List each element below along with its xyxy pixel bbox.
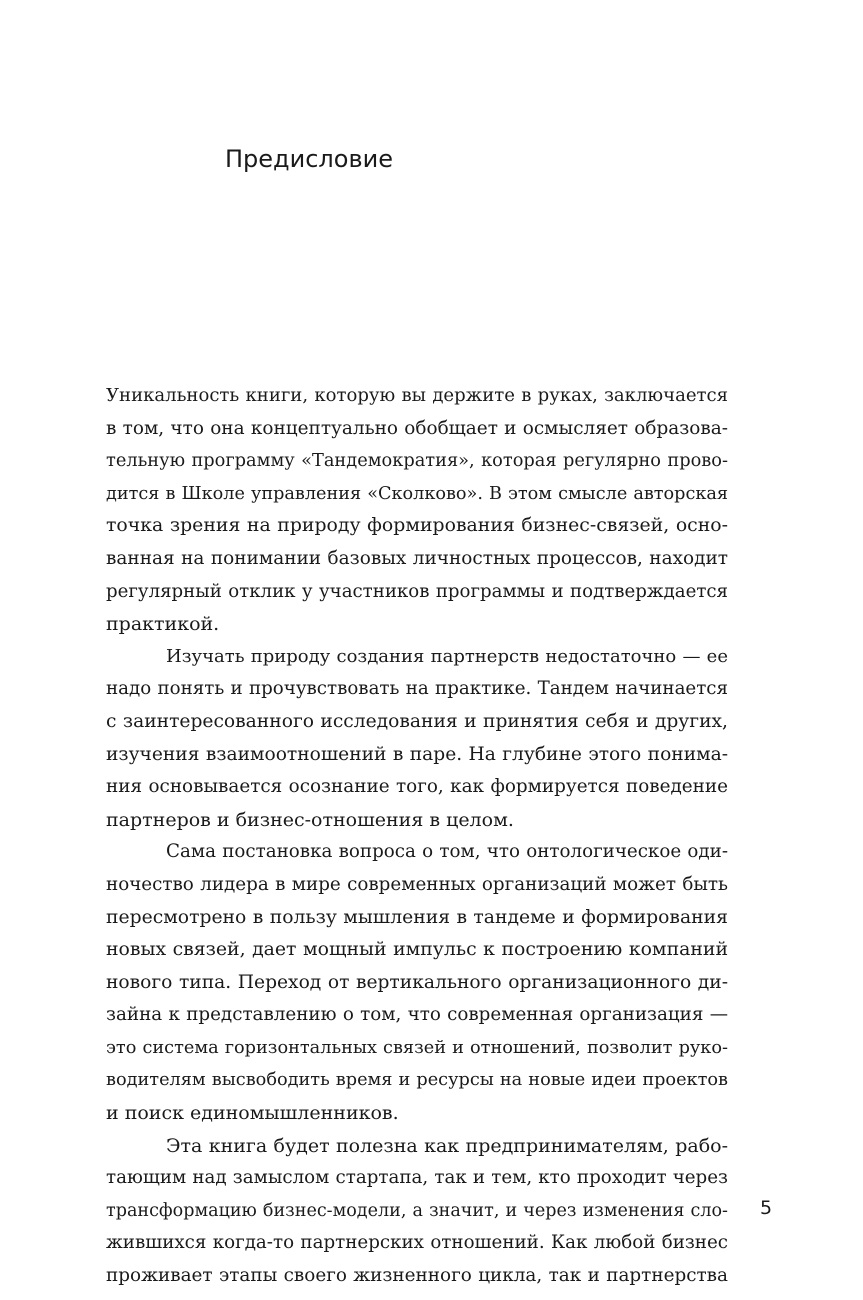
text-line: новых связей, дает мощный импульс к построению компаний (106, 939, 728, 961)
text-line: с заинтересованного исследования и принятия себя и других, (106, 710, 728, 732)
text-line: точка зрения на природу формирования бизнес-связей, осно- (106, 515, 728, 537)
text-line: партнеров и бизнес-отношения в целом. (106, 808, 514, 831)
text-line: ванная на понимании базовых личностных процессов, находит (106, 547, 728, 569)
chapter-title: Предисловие (225, 145, 393, 173)
text-line: это система горизонтальных связей и отношений, позволит руко- (106, 1037, 728, 1058)
text-line: и поиск единомышленников. (106, 1102, 399, 1125)
paragraph-3 (106, 836, 728, 1129)
text-line: в том, что она концептуально обобщает и осмысляет образова- (106, 417, 728, 439)
text-line: водителям высвободить время и ресурсы на новые идеи проектов (106, 1070, 728, 1091)
text-line: проживает этапы своего жизненного цикла, так и партнерства (106, 1265, 728, 1287)
text-line: тельную программу «Тандемократия», которая регулярно прово- (106, 450, 728, 472)
text-line: нового типа. Переход от вертикального организационного ди- (106, 971, 728, 993)
text-line: пересмотрено в пользу мышления в тандеме и формирования (106, 906, 728, 928)
text-line: изучения взаимоотношений в паре. На глубине этого понима- (106, 743, 728, 765)
text-line: ночество лидера в мире современных организаций может быть (106, 873, 728, 895)
text-line: зайна к представлению о том, что современная организация — (106, 1004, 728, 1026)
paragraph-2 (106, 641, 728, 837)
text-line: трансформацию бизнес-модели, а значит, и через изменения сло- (106, 1200, 728, 1221)
text-line: Эта книга будет полезна как предпринимателям, рабо- (166, 1134, 728, 1157)
text-line: Уникальность книги, которую вы держите в руках, заключается (106, 385, 728, 406)
text-line: регулярный отклик у участников программы и подтверждается (106, 580, 728, 602)
text-line: дится в Школе управления «Сколково». В этом смысле авторская (106, 483, 728, 504)
paragraph-1 (106, 380, 728, 641)
page-number: 5 (760, 1197, 773, 1219)
text-line: жившихся когда-то партнерских отношений. Как любой бизнес (106, 1232, 728, 1254)
text-line: Сама постановка вопроса о том, что онтологическое оди- (166, 841, 728, 863)
text-line: тающим над замыслом стартапа, так и тем, кто проходит через (106, 1167, 728, 1189)
text-line: надо понять и прочувствовать на практике. Тандем начинается (106, 678, 728, 700)
text-line: практикой. (106, 613, 220, 636)
paragraph-4 (106, 1130, 728, 1293)
text-line: Изучать природу создания партнерств недостаточно — ее (166, 645, 728, 667)
text-line: ния основывается осознание того, как формируется поведение (106, 776, 728, 798)
body-text (106, 380, 728, 1293)
